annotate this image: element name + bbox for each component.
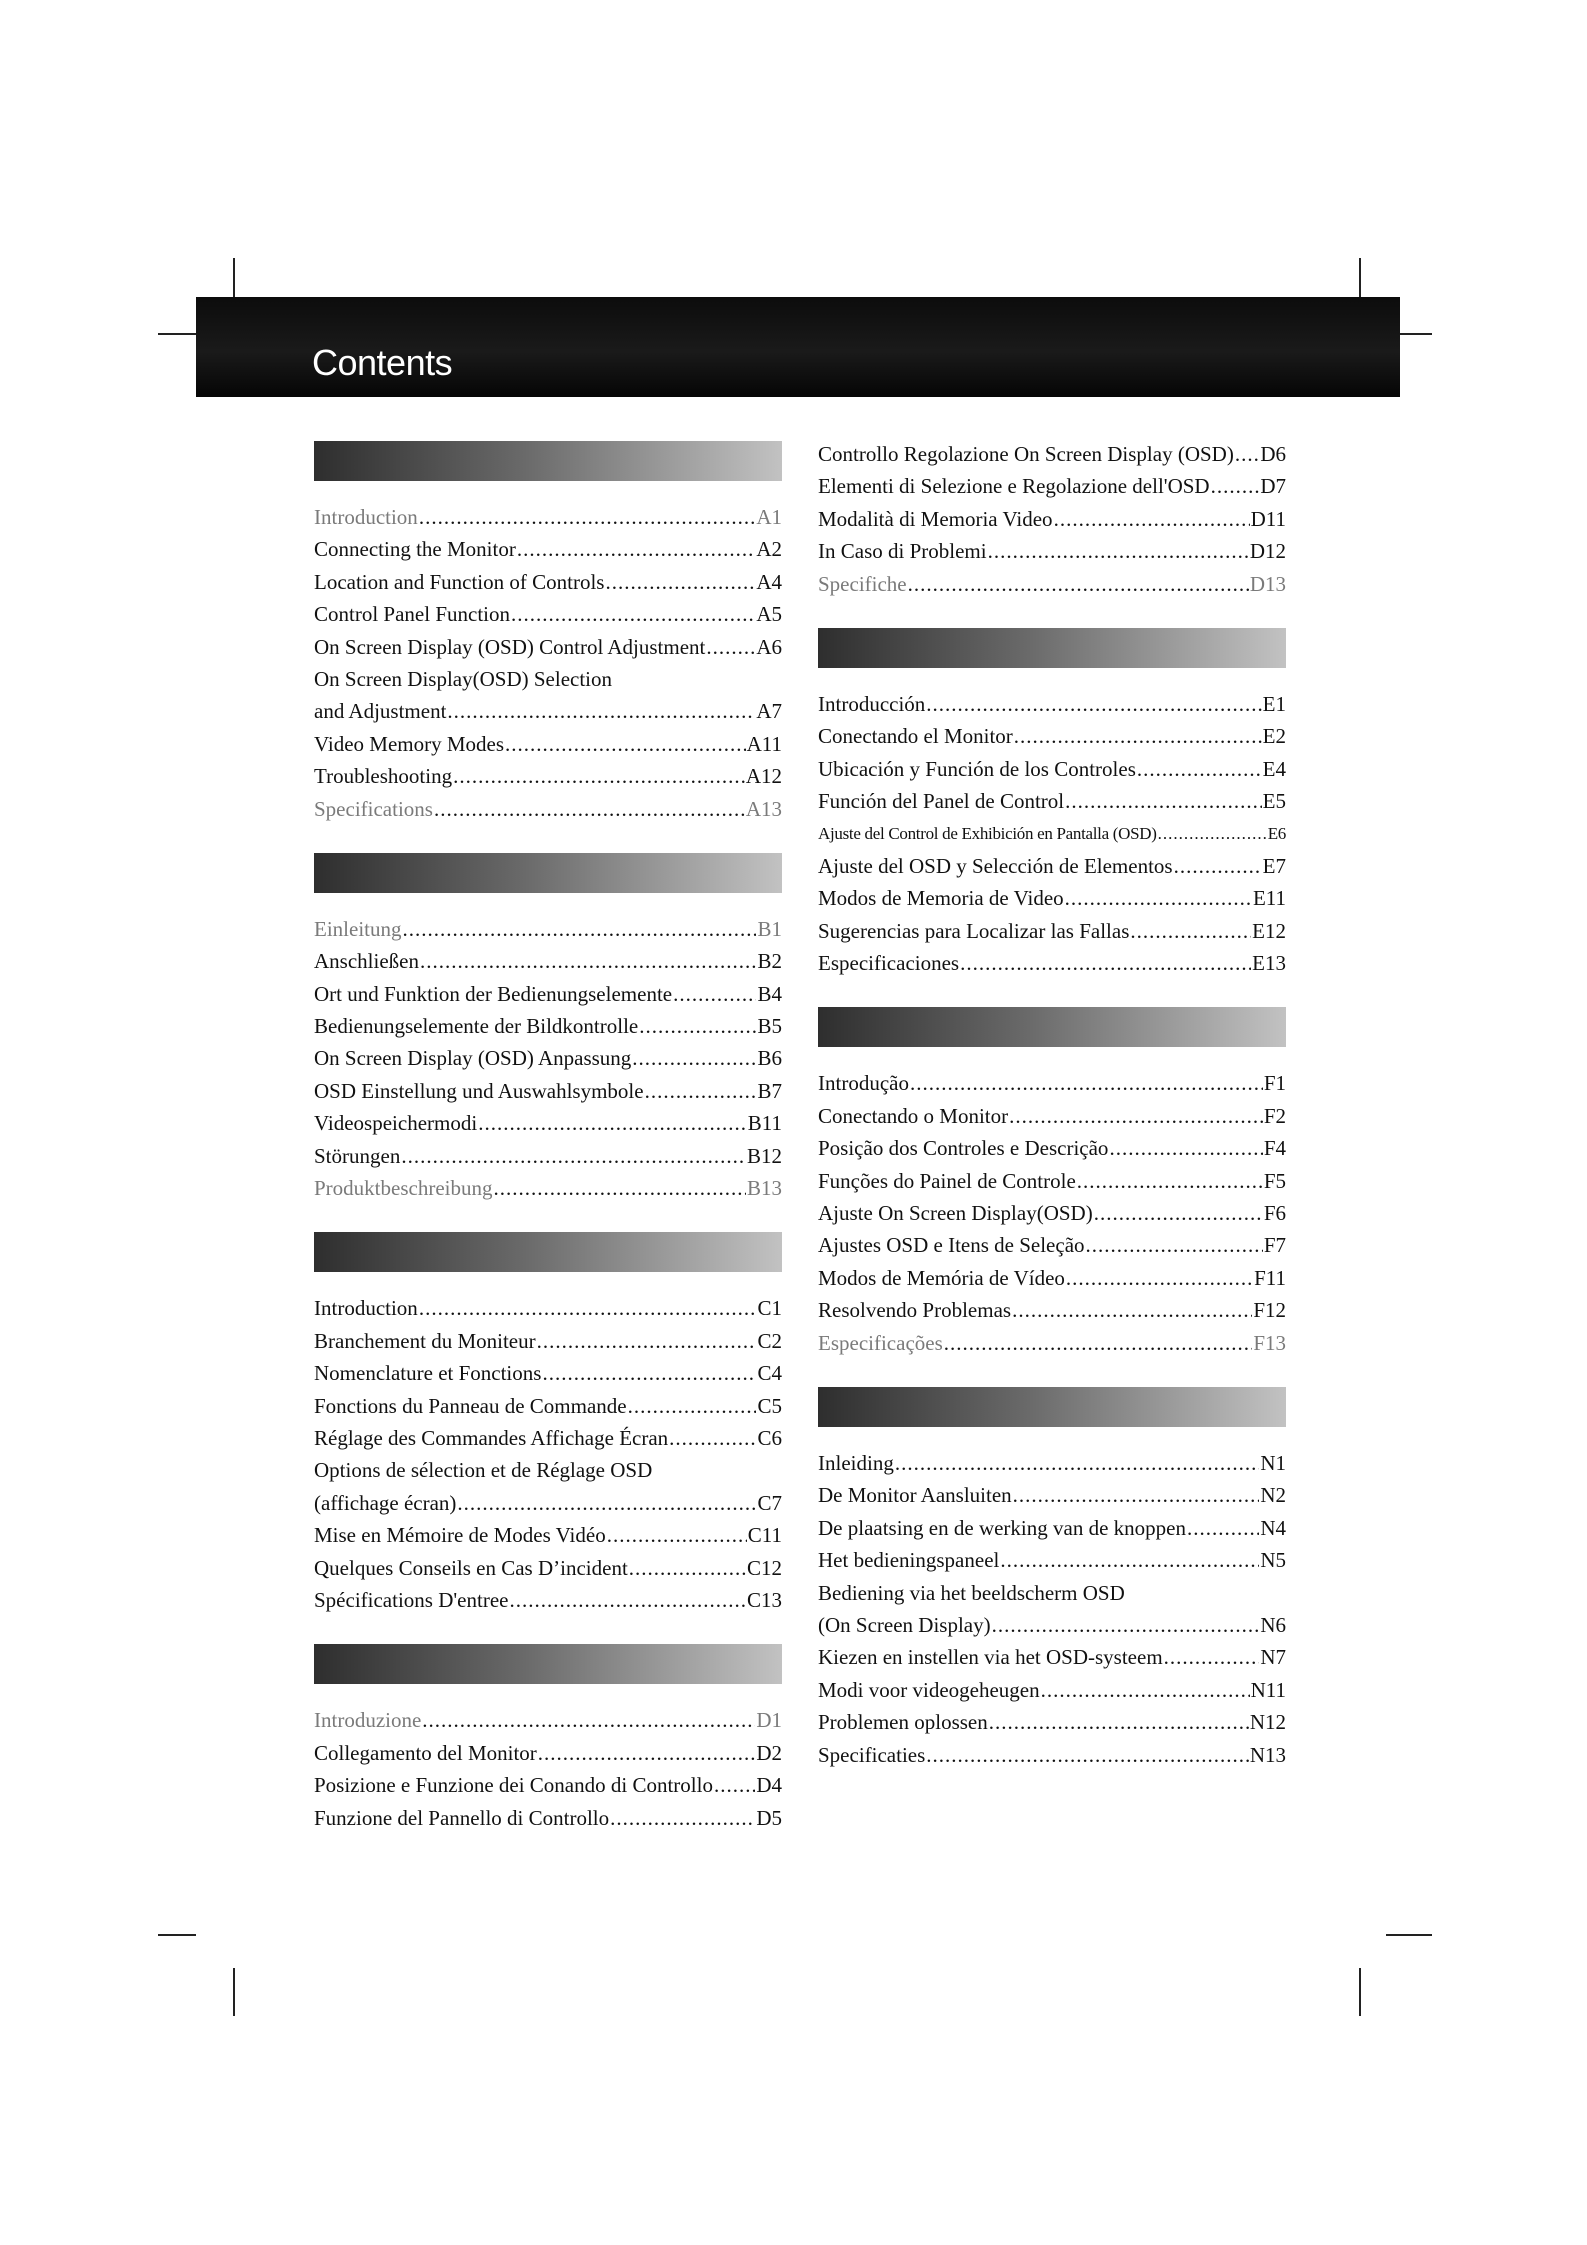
toc-dot-leader xyxy=(605,566,755,598)
toc-entry-title: De plaatsing en de werking van de knoppen xyxy=(818,1515,1186,1540)
toc-dot-leader xyxy=(434,793,745,825)
toc-entry-page: C6 xyxy=(757,1425,782,1450)
toc-dot-leader xyxy=(1065,785,1262,817)
toc-entry-title: Réglage des Commandes Affichage Écran xyxy=(314,1425,669,1450)
toc-entry xyxy=(314,1010,782,1042)
toc-entry-title: Specifications xyxy=(314,796,433,821)
toc-entry xyxy=(818,882,1286,914)
toc-list-french xyxy=(314,1292,782,1616)
toc-entry-page: A1 xyxy=(756,505,782,529)
toc-entry-page: F2 xyxy=(1263,1103,1286,1128)
toc-entry-page: B4 xyxy=(757,981,782,1006)
section-bar-portuguese xyxy=(818,1007,1286,1047)
toc-entry xyxy=(818,1674,1286,1706)
toc-dot-leader xyxy=(1014,720,1262,752)
toc-entry xyxy=(818,1294,1286,1326)
toc-entry xyxy=(818,818,1286,850)
toc-dot-leader xyxy=(478,1107,747,1139)
toc-entry-page: F5 xyxy=(1263,1168,1286,1193)
toc-entry-title: Troubleshooting xyxy=(314,764,453,789)
toc-entry-page: N11 xyxy=(1250,1677,1286,1702)
toc-dot-leader xyxy=(1211,470,1260,502)
toc-entry-page: F1 xyxy=(1263,1071,1286,1096)
toc-entry-title: Función del Panel de Control xyxy=(818,789,1065,814)
toc-entry-page: A13 xyxy=(745,796,782,821)
toc-dot-leader xyxy=(1065,882,1252,914)
crop-mark-bottom-left-vertical xyxy=(233,1968,235,2016)
toc-dot-leader xyxy=(944,1327,1253,1359)
toc-entry-title: Mise en Mémoire de Modes Vidéo xyxy=(314,1523,606,1548)
toc-dot-leader xyxy=(669,1422,756,1454)
page-title: Contents xyxy=(312,342,453,383)
toc-list-english xyxy=(314,501,782,825)
toc-dot-leader xyxy=(960,947,1251,979)
toc-entry xyxy=(314,1487,782,1519)
toc-entry xyxy=(314,1292,782,1324)
toc-dot-leader xyxy=(629,1552,746,1584)
toc-entry xyxy=(314,1454,782,1486)
toc-entry-page: N13 xyxy=(1249,1742,1286,1767)
toc-entry-title: Specificaties xyxy=(818,1742,926,1767)
toc-dot-leader xyxy=(517,533,756,565)
toc-dot-leader xyxy=(926,688,1261,720)
toc-entry xyxy=(818,1067,1286,1099)
toc-entry-title: Inleiding xyxy=(818,1450,894,1475)
toc-entry-page: N4 xyxy=(1260,1515,1286,1540)
toc-dot-leader xyxy=(607,1519,747,1551)
toc-entry-page: F11 xyxy=(1254,1265,1286,1290)
toc-entry-page: B1 xyxy=(757,916,782,941)
toc-entry-title: Ajuste del OSD y Selección de Elementos xyxy=(818,853,1173,878)
toc-entry xyxy=(818,1229,1286,1261)
toc-dot-leader xyxy=(401,1140,746,1172)
toc-list-italian-part2 xyxy=(818,438,1286,600)
toc-entry xyxy=(314,1704,782,1736)
toc-entry xyxy=(818,688,1286,720)
toc-entry-title: Introduzione xyxy=(314,1708,422,1733)
toc-dot-leader xyxy=(639,1010,756,1042)
toc-entry xyxy=(314,663,782,695)
toc-dot-leader xyxy=(632,1042,756,1074)
toc-dot-leader xyxy=(610,1802,755,1834)
toc-dot-leader xyxy=(447,695,755,727)
toc-entry-title: Posizione e Funzione dei Conando di Controllo xyxy=(314,1773,713,1798)
toc-entry-page: N5 xyxy=(1260,1548,1286,1573)
toc-dot-leader xyxy=(453,760,745,792)
toc-entry xyxy=(314,1390,782,1422)
toc-entry-title: Introducción xyxy=(818,691,926,716)
toc-entry xyxy=(818,785,1286,817)
toc-column-left xyxy=(314,441,782,1834)
toc-entry xyxy=(314,695,782,727)
toc-entry xyxy=(314,728,782,760)
toc-entry-page: C1 xyxy=(757,1296,782,1321)
toc-entry-title: Bedienungselemente der Bildkontrolle xyxy=(314,1014,639,1039)
toc-entry-page: D11 xyxy=(1250,506,1286,531)
toc-entry xyxy=(818,1165,1286,1197)
toc-dot-leader xyxy=(673,978,756,1010)
toc-entry-title: (affichage écran) xyxy=(314,1490,457,1515)
toc-entry xyxy=(314,1422,782,1454)
toc-entry-title: Ajustes OSD e Itens de Seleção xyxy=(818,1233,1085,1258)
toc-entry xyxy=(818,1577,1286,1609)
toc-entry xyxy=(314,566,782,598)
toc-entry-title: Modalità di Memoria Video xyxy=(818,506,1053,531)
toc-dot-leader xyxy=(509,1584,746,1616)
toc-entry xyxy=(818,1100,1286,1132)
toc-entry-page: E12 xyxy=(1252,918,1286,943)
toc-entry-page: E7 xyxy=(1262,853,1286,878)
toc-entry xyxy=(314,1519,782,1551)
toc-dot-leader xyxy=(1174,850,1262,882)
toc-entry-page: F4 xyxy=(1263,1136,1286,1161)
toc-entry-page: N2 xyxy=(1260,1483,1286,1508)
toc-entry-title: Nomenclature et Fonctions xyxy=(314,1361,542,1386)
toc-entry-title: OSD Einstellung und Auswahlsymbole xyxy=(314,1078,644,1103)
toc-dot-leader xyxy=(989,1706,1249,1738)
toc-dot-leader xyxy=(1235,438,1259,470)
toc-entry xyxy=(818,503,1286,535)
toc-entry-title: Especificações xyxy=(818,1330,943,1355)
toc-entry xyxy=(818,1327,1286,1359)
toc-entry xyxy=(314,913,782,945)
toc-entry xyxy=(818,947,1286,979)
toc-entry-title: Ajuste On Screen Display(OSD) xyxy=(818,1201,1093,1226)
toc-dot-leader xyxy=(1164,1641,1260,1673)
toc-entry-page: F13 xyxy=(1253,1330,1286,1355)
toc-entry-page: C5 xyxy=(757,1393,782,1418)
crop-mark-bottom-right-horizontal xyxy=(1386,1934,1432,1936)
toc-entry xyxy=(314,1737,782,1769)
section-bar-italian xyxy=(314,1644,782,1684)
toc-entry-title: Specifiche xyxy=(818,571,907,596)
toc-entry xyxy=(314,1172,782,1204)
toc-entry xyxy=(314,501,782,533)
toc-entry-title: Quelques Conseils en Cas D’incident xyxy=(314,1555,628,1580)
toc-dot-leader xyxy=(895,1447,1260,1479)
toc-dot-leader xyxy=(1094,1197,1263,1229)
toc-entry-title: Posição dos Controles e Descrição xyxy=(818,1136,1109,1161)
toc-dot-leader xyxy=(420,945,757,977)
toc-dot-leader xyxy=(538,1737,756,1769)
toc-entry-title: Einleitung xyxy=(314,916,402,941)
toc-dot-leader xyxy=(1000,1544,1259,1576)
toc-entry-page: C11 xyxy=(747,1523,782,1548)
toc-entry-page: D1 xyxy=(756,1708,782,1733)
toc-dot-leader xyxy=(1077,1165,1263,1197)
toc-dot-leader xyxy=(645,1075,757,1107)
toc-dot-leader xyxy=(511,598,755,630)
toc-entry-page: D7 xyxy=(1260,474,1286,499)
toc-entry-page: C2 xyxy=(757,1328,782,1353)
toc-entry xyxy=(818,720,1286,752)
toc-entry xyxy=(314,631,782,663)
section-bar-spanish xyxy=(818,628,1286,668)
toc-entry-title: On Screen Display(OSD) Selection xyxy=(314,666,613,691)
toc-entry-title: On Screen Display (OSD) Control Adjustment xyxy=(314,634,706,659)
toc-entry-page: E4 xyxy=(1262,756,1286,781)
toc-entry xyxy=(314,1140,782,1172)
toc-entry-page: E1 xyxy=(1262,691,1286,716)
toc-dot-leader xyxy=(403,913,757,945)
toc-dot-leader xyxy=(992,1609,1260,1641)
toc-entry-title: (On Screen Display) xyxy=(818,1612,991,1637)
toc-entry-page: E5 xyxy=(1262,789,1286,814)
toc-entry-title: Funzione del Pannello di Controllo xyxy=(314,1805,610,1830)
toc-entry xyxy=(818,1739,1286,1771)
section-bar-english xyxy=(314,441,782,481)
toc-entry-page: F12 xyxy=(1253,1298,1286,1323)
toc-entry-page: C13 xyxy=(746,1587,782,1612)
toc-dot-leader xyxy=(542,1357,756,1389)
toc-dot-leader xyxy=(926,1739,1249,1771)
section-bar-french xyxy=(314,1232,782,1272)
toc-entry xyxy=(818,850,1286,882)
toc-dot-leader xyxy=(908,568,1249,600)
toc-entry xyxy=(818,1447,1286,1479)
toc-entry-title: Introdução xyxy=(818,1071,909,1096)
toc-entry xyxy=(818,1641,1286,1673)
toc-dot-leader xyxy=(457,1487,756,1519)
toc-entry-title: Resolvendo Problemas xyxy=(818,1298,1012,1323)
toc-dot-leader xyxy=(1137,753,1262,785)
toc-entry-title: Introduction xyxy=(314,505,418,529)
toc-entry xyxy=(818,438,1286,470)
toc-dot-leader xyxy=(988,535,1249,567)
toc-entry xyxy=(818,535,1286,567)
toc-entry-title: Video Memory Modes xyxy=(314,731,505,756)
toc-entry-page: N1 xyxy=(1260,1450,1286,1475)
toc-entry xyxy=(314,533,782,565)
toc-entry-page: B12 xyxy=(746,1143,782,1168)
toc-dot-leader xyxy=(1041,1674,1250,1706)
toc-dot-leader xyxy=(1109,1132,1262,1164)
toc-entry xyxy=(314,1769,782,1801)
crop-mark-top-left-horizontal xyxy=(158,333,196,335)
toc-entry-page: E11 xyxy=(1252,886,1286,911)
toc-entry-title: Branchement du Moniteur xyxy=(314,1328,536,1353)
toc-list-italian-part1 xyxy=(314,1704,782,1834)
toc-entry-page: A7 xyxy=(756,699,782,724)
toc-entry xyxy=(314,1042,782,1074)
toc-entry-page: A6 xyxy=(756,634,782,659)
toc-entry-page: B6 xyxy=(757,1046,782,1071)
toc-entry-title: Bediening via het beeldscherm OSD xyxy=(818,1580,1125,1605)
toc-entry xyxy=(818,470,1286,502)
toc-entry-page: F7 xyxy=(1263,1233,1286,1258)
toc-entry-page: D6 xyxy=(1260,442,1286,466)
toc-entry-title: Problemen oplossen xyxy=(818,1710,988,1735)
toc-entry xyxy=(818,1512,1286,1544)
toc-entry-title: Störungen xyxy=(314,1143,401,1168)
toc-entry xyxy=(818,1262,1286,1294)
section-bar-dutch xyxy=(818,1387,1286,1427)
toc-entry-title: Conectando o Monitor xyxy=(818,1103,1009,1128)
toc-entry-title: Ubicación y Función de los Controles xyxy=(818,756,1136,781)
toc-entry-title: Anschließen xyxy=(314,949,419,974)
toc-entry-page: E6 xyxy=(1267,823,1286,843)
toc-entry-page: A4 xyxy=(756,569,782,594)
toc-entry xyxy=(314,978,782,1010)
toc-entry-page: A2 xyxy=(756,537,782,562)
toc-entry-title: Location and Function of Controls xyxy=(314,569,605,594)
toc-entry-title: Controllo Regolazione On Screen Display (OSD) xyxy=(818,442,1234,466)
toc-dot-leader xyxy=(419,501,756,533)
toc-entry-title: On Screen Display (OSD) Anpassung xyxy=(314,1046,632,1071)
toc-entry-page: A11 xyxy=(746,731,782,756)
toc-entry-page: D5 xyxy=(756,1805,782,1830)
toc-dot-leader xyxy=(714,1769,755,1801)
toc-entry xyxy=(818,1544,1286,1576)
toc-entry xyxy=(314,1325,782,1357)
toc-entry xyxy=(314,1802,782,1834)
toc-dot-leader xyxy=(493,1172,746,1204)
toc-list-german xyxy=(314,913,782,1205)
toc-entry xyxy=(314,1584,782,1616)
toc-entry-title: Conectando el Monitor xyxy=(818,724,1013,749)
toc-entry-title: Fonctions du Panneau de Commande xyxy=(314,1393,627,1418)
toc-entry-page: B11 xyxy=(747,1111,782,1136)
toc-entry-title: Modos de Memoria de Video xyxy=(818,886,1064,911)
toc-dot-leader xyxy=(1054,503,1250,535)
toc-entry-title: Modi voor videogeheugen xyxy=(818,1677,1040,1702)
toc-dot-leader xyxy=(1066,1262,1253,1294)
toc-entry-page: B13 xyxy=(746,1176,782,1201)
toc-dot-leader xyxy=(537,1325,757,1357)
toc-entry-title: Elementi di Selezione e Regolazione dell'OSD xyxy=(818,474,1210,499)
toc-entry-page: C12 xyxy=(746,1555,782,1580)
toc-dot-leader xyxy=(1009,1100,1263,1132)
toc-entry-page: N7 xyxy=(1260,1645,1286,1670)
toc-entry xyxy=(818,753,1286,785)
toc-entry-title: Videospeichermodi xyxy=(314,1111,478,1136)
toc-entry-title: Control Panel Function xyxy=(314,602,510,627)
toc-entry-title: Introduction xyxy=(314,1296,418,1321)
toc-entry-title: Collegamento del Monitor xyxy=(314,1740,537,1765)
toc-entry xyxy=(818,915,1286,947)
toc-entry-page: F6 xyxy=(1263,1201,1286,1226)
toc-entry-title: Ort und Funktion der Bedienungselemente xyxy=(314,981,673,1006)
toc-list-dutch xyxy=(818,1447,1286,1771)
toc-entry-page: D4 xyxy=(756,1773,782,1798)
toc-entry-title: De Monitor Aansluiten xyxy=(818,1483,1012,1508)
toc-entry xyxy=(314,760,782,792)
toc-entry xyxy=(818,568,1286,600)
crop-mark-bottom-right-vertical xyxy=(1359,1968,1361,2016)
toc-entry xyxy=(314,1552,782,1584)
toc-column-right xyxy=(818,438,1286,1771)
toc-entry-title: Especificaciones xyxy=(818,951,960,976)
toc-entry-title: Sugerencias para Localizar las Fallas xyxy=(818,918,1130,943)
toc-entry-title: Het bedieningspaneel xyxy=(818,1548,1000,1573)
toc-entry xyxy=(818,1197,1286,1229)
toc-dot-leader xyxy=(1158,818,1267,850)
toc-dot-leader xyxy=(1187,1512,1259,1544)
toc-list-portuguese xyxy=(818,1067,1286,1359)
toc-entry-title: Ajuste del Control de Exhibición en Pantalla (OSD) xyxy=(818,823,1157,843)
toc-dot-leader xyxy=(910,1067,1263,1099)
toc-dot-leader xyxy=(505,728,746,760)
toc-entry-page: A12 xyxy=(745,764,782,789)
toc-dot-leader xyxy=(1012,1294,1252,1326)
toc-entry-title: Produktbeschreibung xyxy=(314,1176,493,1201)
toc-entry-page: B5 xyxy=(757,1014,782,1039)
toc-dot-leader xyxy=(422,1704,755,1736)
toc-entry xyxy=(314,945,782,977)
crop-mark-top-right-horizontal xyxy=(1400,333,1432,335)
toc-entry-title: and Adjustment xyxy=(314,699,447,724)
toc-entry xyxy=(314,1075,782,1107)
toc-entry-title: Kiezen en instellen via het OSD-systeem xyxy=(818,1645,1163,1670)
section-bar-german xyxy=(314,853,782,893)
toc-entry-title: Funções do Painel de Controle xyxy=(818,1168,1076,1193)
toc-dot-leader xyxy=(419,1292,757,1324)
toc-dot-leader xyxy=(1013,1479,1260,1511)
toc-entry-title: Options de sélection et de Réglage OSD xyxy=(314,1458,653,1483)
toc-list-spanish xyxy=(818,688,1286,980)
toc-entry-page: E2 xyxy=(1262,724,1286,749)
toc-entry-page: E13 xyxy=(1252,951,1286,976)
toc-entry-title: Modos de Memória de Vídeo xyxy=(818,1265,1065,1290)
toc-entry xyxy=(314,1107,782,1139)
toc-entry-title: Connecting the Monitor xyxy=(314,537,516,562)
toc-entry-title: In Caso di Problemi xyxy=(818,539,987,564)
toc-entry xyxy=(314,793,782,825)
toc-entry-page: C4 xyxy=(757,1361,782,1386)
toc-entry-page: D12 xyxy=(1249,539,1286,564)
toc-dot-leader xyxy=(706,631,755,663)
toc-entry-page: D13 xyxy=(1249,571,1286,596)
toc-dot-leader xyxy=(1086,1229,1263,1261)
toc-entry-page: N6 xyxy=(1260,1612,1286,1637)
toc-entry xyxy=(818,1706,1286,1738)
toc-entry xyxy=(818,1479,1286,1511)
toc-dot-leader xyxy=(1130,915,1251,947)
toc-entry-page: D2 xyxy=(756,1740,782,1765)
toc-dot-leader xyxy=(628,1390,757,1422)
toc-entry xyxy=(818,1609,1286,1641)
toc-entry-page: N12 xyxy=(1249,1710,1286,1735)
toc-entry-title: Spécifications D'entree xyxy=(314,1587,509,1612)
toc-entry xyxy=(314,598,782,630)
toc-entry-page: C7 xyxy=(757,1490,782,1515)
toc-entry-page: A5 xyxy=(756,602,782,627)
toc-entry-page: B2 xyxy=(757,949,782,974)
toc-entry-page: B7 xyxy=(757,1078,782,1103)
crop-mark-bottom-left-horizontal xyxy=(158,1934,196,1936)
toc-entry xyxy=(818,1132,1286,1164)
toc-entry xyxy=(314,1357,782,1389)
